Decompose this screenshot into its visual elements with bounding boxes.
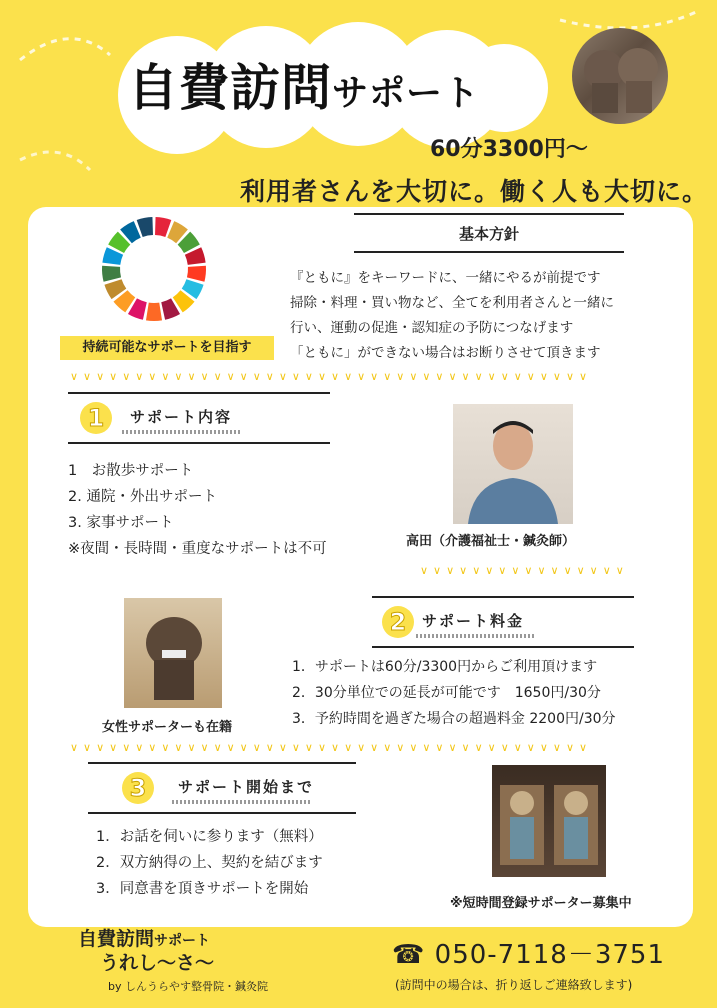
section1-note: ※夜間・長時間・重度なサポートは不可: [68, 541, 327, 557]
section1-list: [68, 458, 327, 562]
recruit-shisa-photo: [492, 765, 606, 877]
photo-caption: 女性サポーターも在籍: [102, 720, 233, 735]
phone-number[interactable]: [392, 934, 665, 971]
policy-heading: [354, 213, 624, 253]
section1-title: サポート内容: [130, 408, 233, 426]
list-item: 3．予約時間を過ぎた場合の超過料金 2200円/30分: [292, 711, 616, 727]
section3-heading: [88, 762, 356, 814]
list-item: 1．サポートは60分/3300円からご利用頂けます: [292, 659, 598, 675]
squiggle-underline: [172, 800, 312, 804]
footer-brand: [78, 928, 214, 974]
sdg-wheel-icon: [98, 213, 210, 325]
chevron-divider: ∨∨∨∨∨∨∨∨∨∨∨∨∨∨∨∨∨∨∨∨∨∨∨∨∨∨∨∨∨∨∨∨∨∨∨∨∨∨∨∨: [70, 370, 593, 382]
list-item: 2．双方納得の上、契約を結びます: [96, 855, 323, 871]
list-item: 1．お話を伺いに参ります（無料）: [96, 829, 323, 845]
footer-brand-sub: サポート: [154, 933, 211, 949]
sdg-label: 持続可能なサポートを目指す: [60, 336, 274, 360]
slogan: 利用者さんを大切に。働く人も大切に。: [240, 177, 709, 206]
list-item: 1 お散歩サポート: [68, 463, 194, 479]
policy-text: [290, 266, 614, 366]
section1-number: 1: [80, 402, 112, 434]
squiggle-underline: [122, 430, 242, 434]
price-tag: 60分3300円～: [430, 137, 588, 162]
list-item: 3. 家事サポート: [68, 515, 174, 531]
phone-icon: ☎: [392, 940, 426, 970]
phone-text: 050-7118－3751: [434, 940, 666, 970]
section3-list: [96, 824, 323, 902]
list-item: 2. 通院・外出サポート: [68, 489, 217, 505]
section2-list: [292, 654, 616, 732]
sdg-segment: [187, 266, 206, 282]
sdg-segment: [102, 266, 121, 282]
squiggle-underline: [416, 634, 536, 638]
staff-photo: [453, 404, 573, 524]
footer-brand-line2: うれし～さ～: [100, 952, 215, 974]
policy-line: 『ともに』をキーワードに、一緒にやるが前提です: [290, 270, 601, 286]
section2-title: サポート料金: [422, 612, 525, 630]
policy-line: 行い、運動の促進・認知症の予防につなげます: [290, 320, 574, 336]
section2-heading: [372, 596, 634, 648]
footer-by-line: by しんうらやす整骨院・鍼灸院: [108, 980, 268, 993]
shisa-photo: [124, 598, 222, 708]
policy-title: 基本方針: [458, 225, 519, 243]
callback-note: (訪問中の場合は、折り返しご連絡致します): [395, 978, 633, 992]
recruit-caption: ※短時間登録サポーター募集中: [450, 896, 632, 911]
section2-number: 2: [382, 606, 414, 638]
list-item: 3．同意書を頂きサポートを開始: [96, 881, 309, 897]
header-shisa-photo: [572, 28, 668, 124]
policy-line: 掃除・料理・買い物など、全てを利用者さんと一緒に: [290, 295, 614, 311]
footer-brand-main: 自費訪問: [78, 928, 155, 950]
staff-caption: 高田（介護福祉士・鍼灸師）: [406, 534, 576, 549]
sdg-segment: [146, 303, 162, 321]
policy-line: 「ともに」ができない場合はお断りさせて頂きます: [290, 345, 601, 361]
chevron-divider: ∨∨∨∨∨∨∨∨∨∨∨∨∨∨∨∨∨∨∨∨∨∨∨∨∨∨∨∨∨∨∨∨∨∨∨∨∨∨∨∨: [70, 741, 593, 753]
chevron-divider: ∨∨∨∨∨∨∨∨∨∨∨∨∨∨∨∨: [420, 564, 629, 576]
list-item: 2．30分単位での延長が可能です 1650円/30分: [292, 685, 601, 701]
section3-number: 3: [122, 772, 154, 804]
section1-heading: [68, 392, 330, 444]
page-title: 自費訪問サポート: [128, 59, 481, 117]
section3-title: サポート開始まで: [178, 778, 315, 796]
